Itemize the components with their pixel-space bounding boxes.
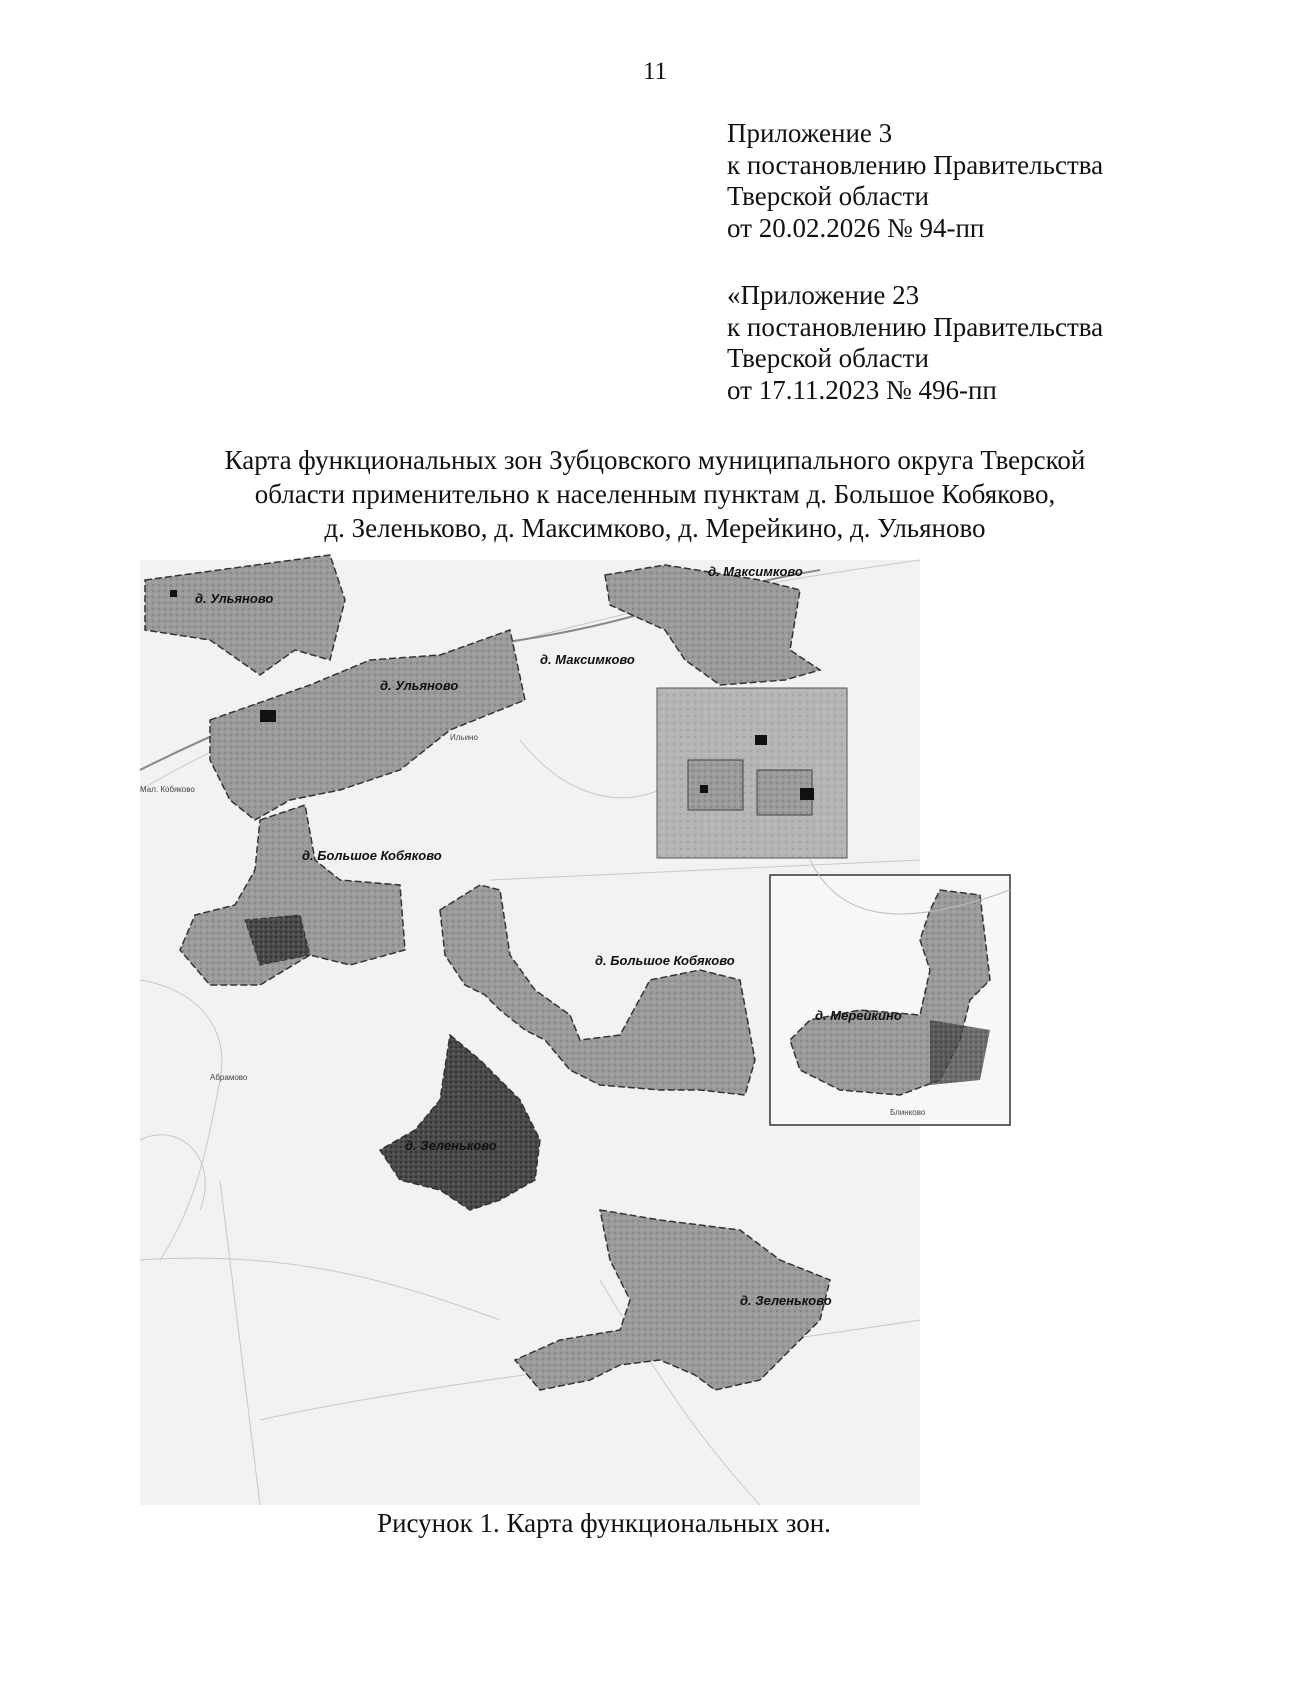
map-label: д. Мерейкино xyxy=(815,1008,902,1023)
map-label: д. Максимково xyxy=(540,652,635,667)
map-label: д. Максимково xyxy=(708,564,803,579)
appendix-current-line: от 20.02.2026 № 94-пп xyxy=(727,212,985,243)
svg-text:Блинково: Блинково xyxy=(890,1108,926,1117)
svg-text:Абрамово: Абрамово xyxy=(210,1073,248,1082)
appendix-current-line: к постановлению Правительства xyxy=(727,149,1104,180)
inset-map-mereikino xyxy=(770,860,1010,1125)
appendix-current-line: Приложение 3 xyxy=(727,118,893,148)
appendix-original-line: от 17.11.2023 № 496-пп xyxy=(727,374,997,405)
title-line: области применительно к населенным пунктам д. Большое Кобяково, xyxy=(254,479,1056,509)
inset-map-top xyxy=(657,688,847,858)
title-line: Карта функциональных зон Зубцовского муниципального округа Тверской xyxy=(224,445,1086,475)
appendix-current-line: Тверской области xyxy=(727,181,929,211)
svg-text:Ильино: Ильино xyxy=(450,733,478,742)
appendix-current-block xyxy=(727,118,1103,244)
document-title xyxy=(150,443,1160,545)
svg-text:Мал. Кобяково: Мал. Кобяково xyxy=(140,785,195,794)
map-label: д. Ульяново xyxy=(195,591,274,606)
appendix-original-block xyxy=(727,280,1103,406)
map-label: д. Зеленьково xyxy=(405,1138,497,1153)
building-marker xyxy=(260,710,276,722)
appendix-original-line: Тверской области xyxy=(727,343,929,373)
figure-caption: Рисунок 1. Карта функциональных зон. xyxy=(377,1508,831,1538)
title-line: д. Зеленьково, д. Максимково, д. Мерейкино, д. Ульяново xyxy=(324,513,986,543)
appendix-original-line: «Приложение 23 xyxy=(727,280,920,310)
map-label: д. Большое Кобяково xyxy=(302,848,442,863)
map-label: д. Большое Кобяково xyxy=(595,953,735,968)
page-number: 11 xyxy=(642,58,668,85)
appendix-original-line: к постановлению Правительства xyxy=(727,311,1104,342)
functional-zones-map xyxy=(140,560,926,1505)
map-label: д. Ульяново xyxy=(380,678,459,693)
map-label: д. Зеленьково xyxy=(740,1293,832,1308)
building-marker xyxy=(170,590,177,597)
